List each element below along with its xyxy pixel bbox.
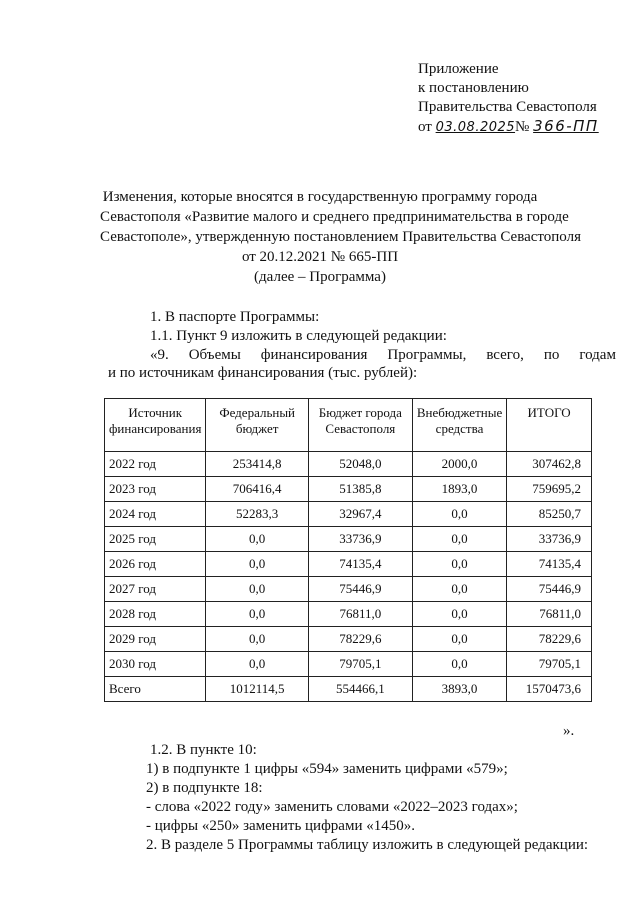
table-row [105,502,592,527]
cell-federal: 0,0 [206,627,309,652]
cell-federal: 0,0 [206,602,309,627]
cell-federal: 1012114,5 [206,677,309,702]
cell-federal: 52283,3 [206,502,309,527]
table-row [105,627,592,652]
title-line-2: Севастополя «Развитие малого и среднего предпринимательства в городе [100,209,569,225]
paragraph-9-line [150,346,616,365]
document-title [100,187,581,287]
cell-total: 74135,4 [507,552,592,577]
appendix-line-1: Приложение [418,61,499,77]
cell-city: 75446,9 [308,577,412,602]
paragraph-1-2-2: 2) в подпункте 18: [146,780,263,796]
appendix-date-prefix: от [418,119,432,135]
closing-quote: ». [563,723,575,739]
cell-offbudget: 2000,0 [412,452,506,477]
cell-total: 78229,6 [507,627,592,652]
cell-year: 2023 год [105,477,206,502]
title-line-3: Севастополе», утвержденную постановлением Правительства Севастополя [100,229,581,245]
table-row [105,527,592,552]
cell-total: 1570473,6 [507,677,592,702]
paragraph-9-continuation: и по источникам финансирования (тыс. рублей): [108,365,418,381]
cell-total: 307462,8 [507,452,592,477]
cell-offbudget: 0,0 [412,627,506,652]
p9-word: по [543,347,560,363]
p9-word: годам [579,347,616,363]
table-row [105,652,592,677]
table-row [105,452,592,477]
cell-federal: 706416,4 [206,477,309,502]
paragraph-1-2: 1.2. В пункте 10: [150,742,257,758]
cell-year: 2027 год [105,577,206,602]
cell-year: 2025 год [105,527,206,552]
cell-offbudget: 0,0 [412,602,506,627]
cell-federal: 0,0 [206,527,309,552]
cell-city: 554466,1 [308,677,412,702]
header-offbudget: Внебюджетные средства [412,399,506,452]
cell-city: 51385,8 [308,477,412,502]
p9-word: финансирования [260,347,368,363]
header-source: Источник финансирования [105,399,206,452]
cell-year: 2030 год [105,652,206,677]
cell-total: 75446,9 [507,577,592,602]
p9-word: «9. [150,347,169,363]
table-row [105,577,592,602]
cell-offbudget: 0,0 [412,502,506,527]
appendix-header [418,60,599,137]
cell-federal: 253414,8 [206,452,309,477]
cell-total: 33736,9 [507,527,592,552]
cell-federal: 0,0 [206,652,309,677]
cell-offbudget: 0,0 [412,552,506,577]
table-row [105,477,592,502]
cell-city: 74135,4 [308,552,412,577]
cell-total: 79705,1 [507,652,592,677]
cell-federal: 0,0 [206,577,309,602]
paragraph-1-1: 1.1. Пункт 9 изложить в следующей редакции: [150,328,447,344]
cell-city: 76811,0 [308,602,412,627]
cell-total: 85250,7 [507,502,592,527]
paragraph-1-2-2b: - цифры «250» заменить цифрами «1450». [146,818,415,834]
cell-city: 33736,9 [308,527,412,552]
paragraph-1-2-1: 1) в подпункте 1 цифры «594» заменить цифрами «579»; [146,761,508,777]
cell-total: 76811,0 [507,602,592,627]
cell-offbudget: 0,0 [412,577,506,602]
header-total: ИТОГО [507,399,592,452]
cell-year: 2028 год [105,602,206,627]
p9-word: Объемы [188,347,241,363]
appendix-line-3: Правительства Севастополя [418,99,597,115]
title-line-4: от 20.12.2021 № 665-ПП [241,249,399,265]
cell-city: 78229,6 [308,627,412,652]
table-row [105,552,592,577]
appendix-line-2: к постановлению [418,80,529,96]
cell-city: 52048,0 [308,452,412,477]
cell-offbudget: 3893,0 [412,677,506,702]
appendix-line-4 [418,117,599,137]
financing-table [104,398,592,702]
p9-word: Программы, [387,347,467,363]
table-row-total [105,677,592,702]
table-header-row [105,399,592,452]
cell-city: 79705,1 [308,652,412,677]
cell-offbudget: 1893,0 [412,477,506,502]
paragraph-1-2-2a: - слова «2022 году» заменить словами «2022–2023 годах»; [146,799,518,815]
cell-year: Всего [105,677,206,702]
header-federal: Федеральный бюджет [206,399,309,452]
cell-year: 2024 год [105,502,206,527]
cell-year: 2029 год [105,627,206,652]
p9-word: всего, [486,347,524,363]
cell-offbudget: 0,0 [412,527,506,552]
cell-city: 32967,4 [308,502,412,527]
paragraph-2: 2. В разделе 5 Программы таблицу изложить в следующей редакции: [146,837,589,853]
header-city: Бюджет города Севастополя [308,399,412,452]
number-sign: № [515,119,530,135]
cell-federal: 0,0 [206,552,309,577]
cell-year: 2026 год [105,552,206,577]
table-row [105,602,592,627]
cell-offbudget: 0,0 [412,652,506,677]
handwritten-date: 03.08.2025 [435,120,516,135]
title-line-1: Изменения, которые вносятся в государственную программу города [102,189,538,205]
title-line-5: (далее – Программа) [254,269,386,285]
cell-total: 759695,2 [507,477,592,502]
paragraph-1: 1. В паспорте Программы: [150,309,320,325]
cell-year: 2022 год [105,452,206,477]
handwritten-number: 366-ПП [533,117,599,135]
